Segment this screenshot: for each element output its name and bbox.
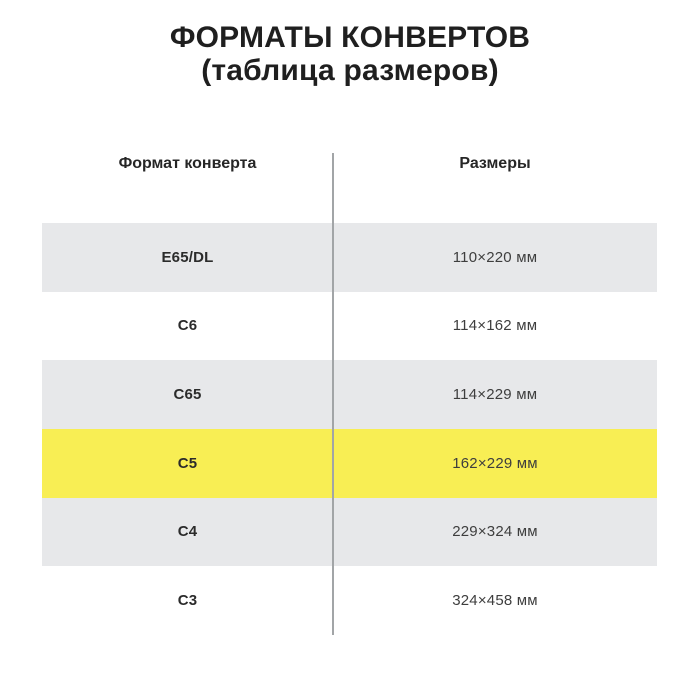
size-label: 114×229 мм bbox=[452, 386, 538, 404]
format-label: C3 bbox=[177, 592, 198, 610]
column-header-format: Формат конверта bbox=[118, 155, 257, 172]
table-row bbox=[42, 429, 657, 498]
format-cell bbox=[42, 292, 333, 361]
table-row bbox=[42, 292, 657, 361]
page-title-line2: (таблица размеров) bbox=[201, 54, 499, 87]
envelope-size-table bbox=[42, 140, 657, 635]
page-title-line1: ФОРМАТЫ КОНВЕРТОВ bbox=[169, 21, 531, 54]
table-header-row bbox=[42, 140, 657, 223]
size-label: 162×229 мм bbox=[452, 454, 538, 472]
format-cell bbox=[42, 360, 333, 429]
format-cell bbox=[42, 223, 333, 292]
size-label: 110×220 мм bbox=[452, 248, 538, 266]
column-header-sizes: Размеры bbox=[459, 155, 531, 172]
column-divider bbox=[332, 153, 334, 635]
size-cell bbox=[333, 360, 657, 429]
format-label: C4 bbox=[177, 523, 198, 541]
format-cell bbox=[42, 566, 333, 635]
size-cell bbox=[333, 223, 657, 292]
format-cell bbox=[42, 498, 333, 567]
format-label: C65 bbox=[173, 386, 202, 404]
format-label: E65/DL bbox=[161, 248, 214, 266]
size-label: 114×162 мм bbox=[452, 317, 538, 335]
size-label: 324×458 мм bbox=[452, 592, 538, 610]
size-cell bbox=[333, 429, 657, 498]
page-title bbox=[0, 21, 700, 87]
table-row bbox=[42, 360, 657, 429]
format-label: C5 bbox=[177, 454, 198, 472]
table-row bbox=[42, 498, 657, 567]
size-label: 229×324 мм bbox=[452, 523, 538, 541]
table-row bbox=[42, 566, 657, 635]
table-body bbox=[42, 223, 657, 635]
size-cell bbox=[333, 566, 657, 635]
format-label: C6 bbox=[177, 317, 198, 335]
size-cell bbox=[333, 498, 657, 567]
size-cell bbox=[333, 292, 657, 361]
format-cell bbox=[42, 429, 333, 498]
table-row bbox=[42, 223, 657, 292]
